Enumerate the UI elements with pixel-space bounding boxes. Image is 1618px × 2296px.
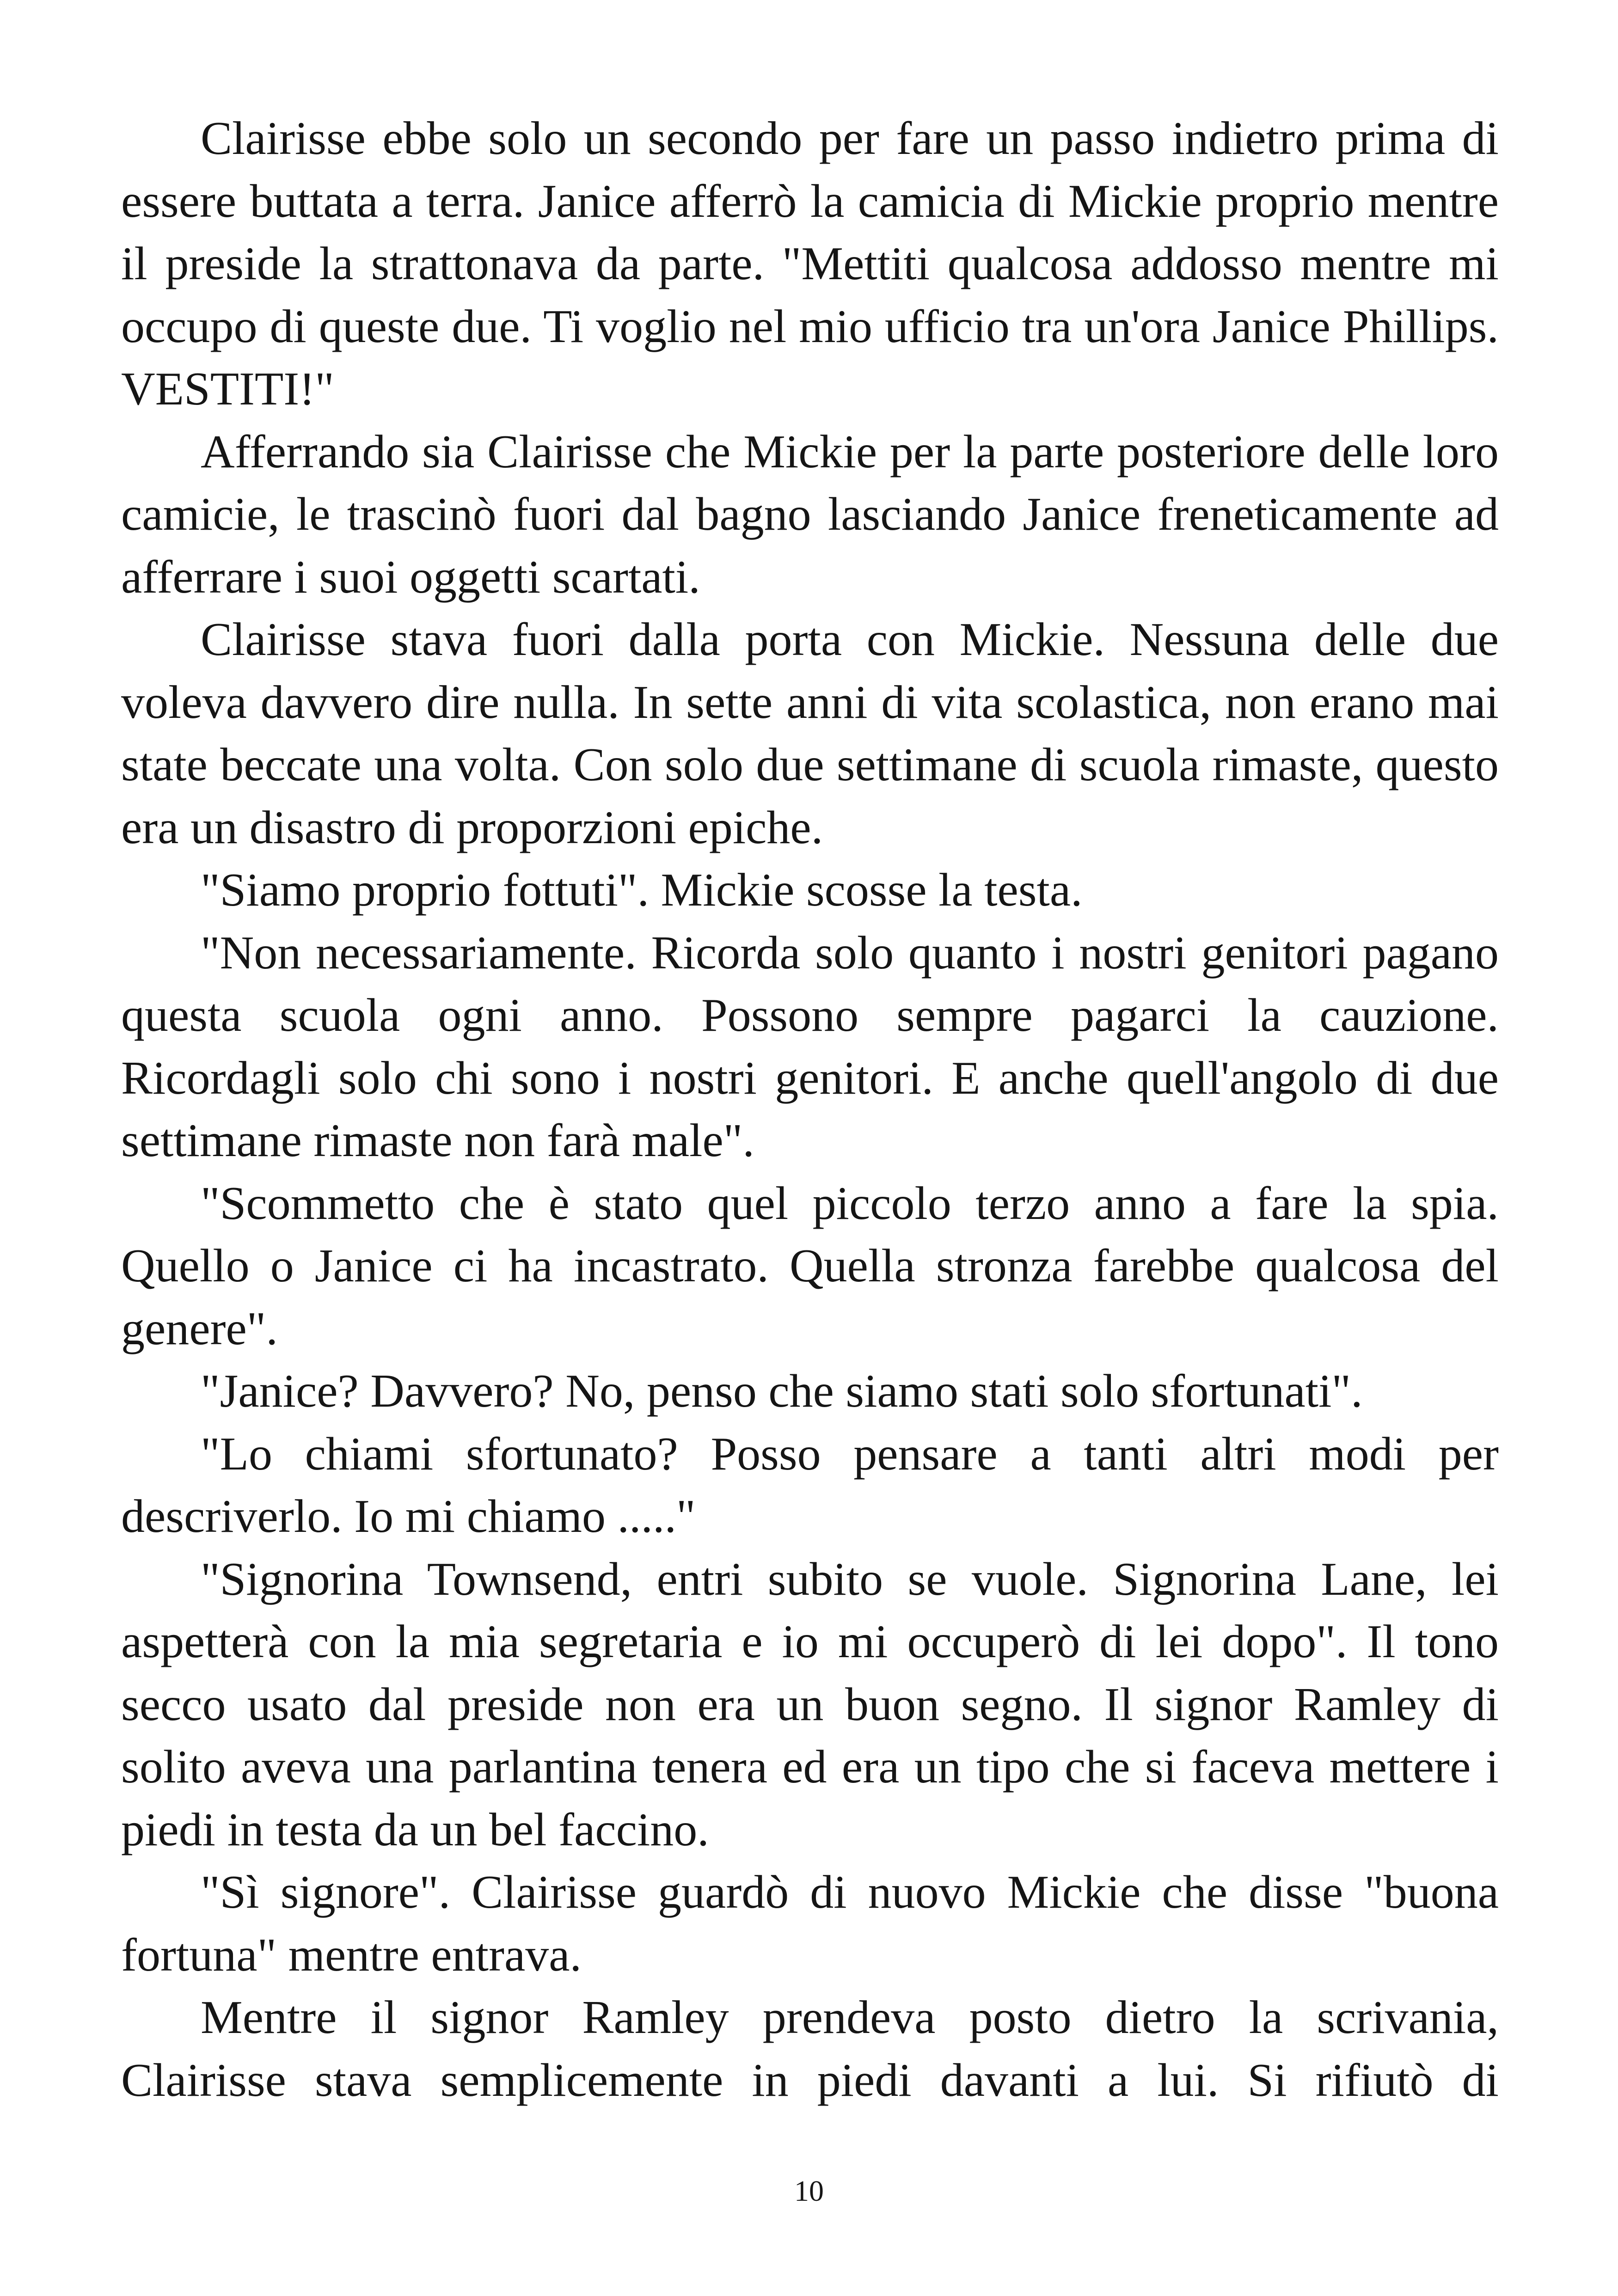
- paragraph: "Non necessariamente. Ricorda solo quanto i nostri genitori pagano questa scuola ogni anno. Possono sempre pagarci la cauzione. Ricordagli solo chi sono i nostri genitori. E anche quell'angolo di due settimane rimaste non farà male".: [121, 926, 1499, 1167]
- paragraph: "Janice? Davvero? No, penso che siamo stati solo sfortunati".: [201, 1365, 1363, 1417]
- paragraph: "Siamo proprio fottuti". Mickie scosse la testa.: [201, 864, 1083, 916]
- paragraph: "Scommetto che è stato quel piccolo terzo anno a fare la spia. Quello o Janice ci ha incastrato. Quella stronza farebbe qualcosa del genere".: [121, 1177, 1499, 1355]
- paragraph: "Sì signore". Clairisse guardò di nuovo Mickie che disse "buona fortuna" mentre entrava.: [121, 1866, 1499, 1981]
- page-number: 10: [794, 2174, 824, 2207]
- paragraph: "Lo chiami sfortunato? Posso pensare a tanti altri modi per descriverlo. Io mi chiamo .....": [121, 1427, 1499, 1543]
- paragraph: Mentre il signor Ramley prendeva posto dietro la scrivania, Clairisse stava semplicemente in piedi davanti a lui. Si rifiutò di: [121, 1991, 1499, 2106]
- paragraph: "Signorina Townsend, entri subito se vuole. Signorina Lane, lei aspetterà con la mia segretaria e io mi occuperò di lei dopo". Il tono secco usato dal preside non era un buon segno. Il signor Ramley di solito aveva una parlantina tenera ed era un tipo che si faceva mettere i piedi in testa da un bel faccino.: [121, 1553, 1499, 1856]
- page-body: [121, 107, 1499, 2112]
- paragraph: Afferrando sia Clairisse che Mickie per la parte posteriore delle loro camicie, le trascinò fuori dal bagno lasciando Janice freneticamente ad afferrare i suoi oggetti scartati.: [121, 425, 1499, 603]
- paragraph: Clairisse ebbe solo un secondo per fare un passo indietro prima di essere buttata a terra. Janice afferrò la camicia di Mickie proprio mentre il preside la strattonava da parte. "Mettiti qualcosa addosso mentre mi occupo di queste due. Ti voglio nel mio ufficio tra un'ora Janice Phillips. VESTITI!": [121, 112, 1499, 415]
- paragraph: Clairisse stava fuori dalla porta con Mickie. Nessuna delle due voleva davvero dire nulla. In sette anni di vita scolastica, non erano mai state beccate una volta. Con solo due settimane di scuola rimaste, questo era un disastro di proporzioni epiche.: [121, 613, 1499, 854]
